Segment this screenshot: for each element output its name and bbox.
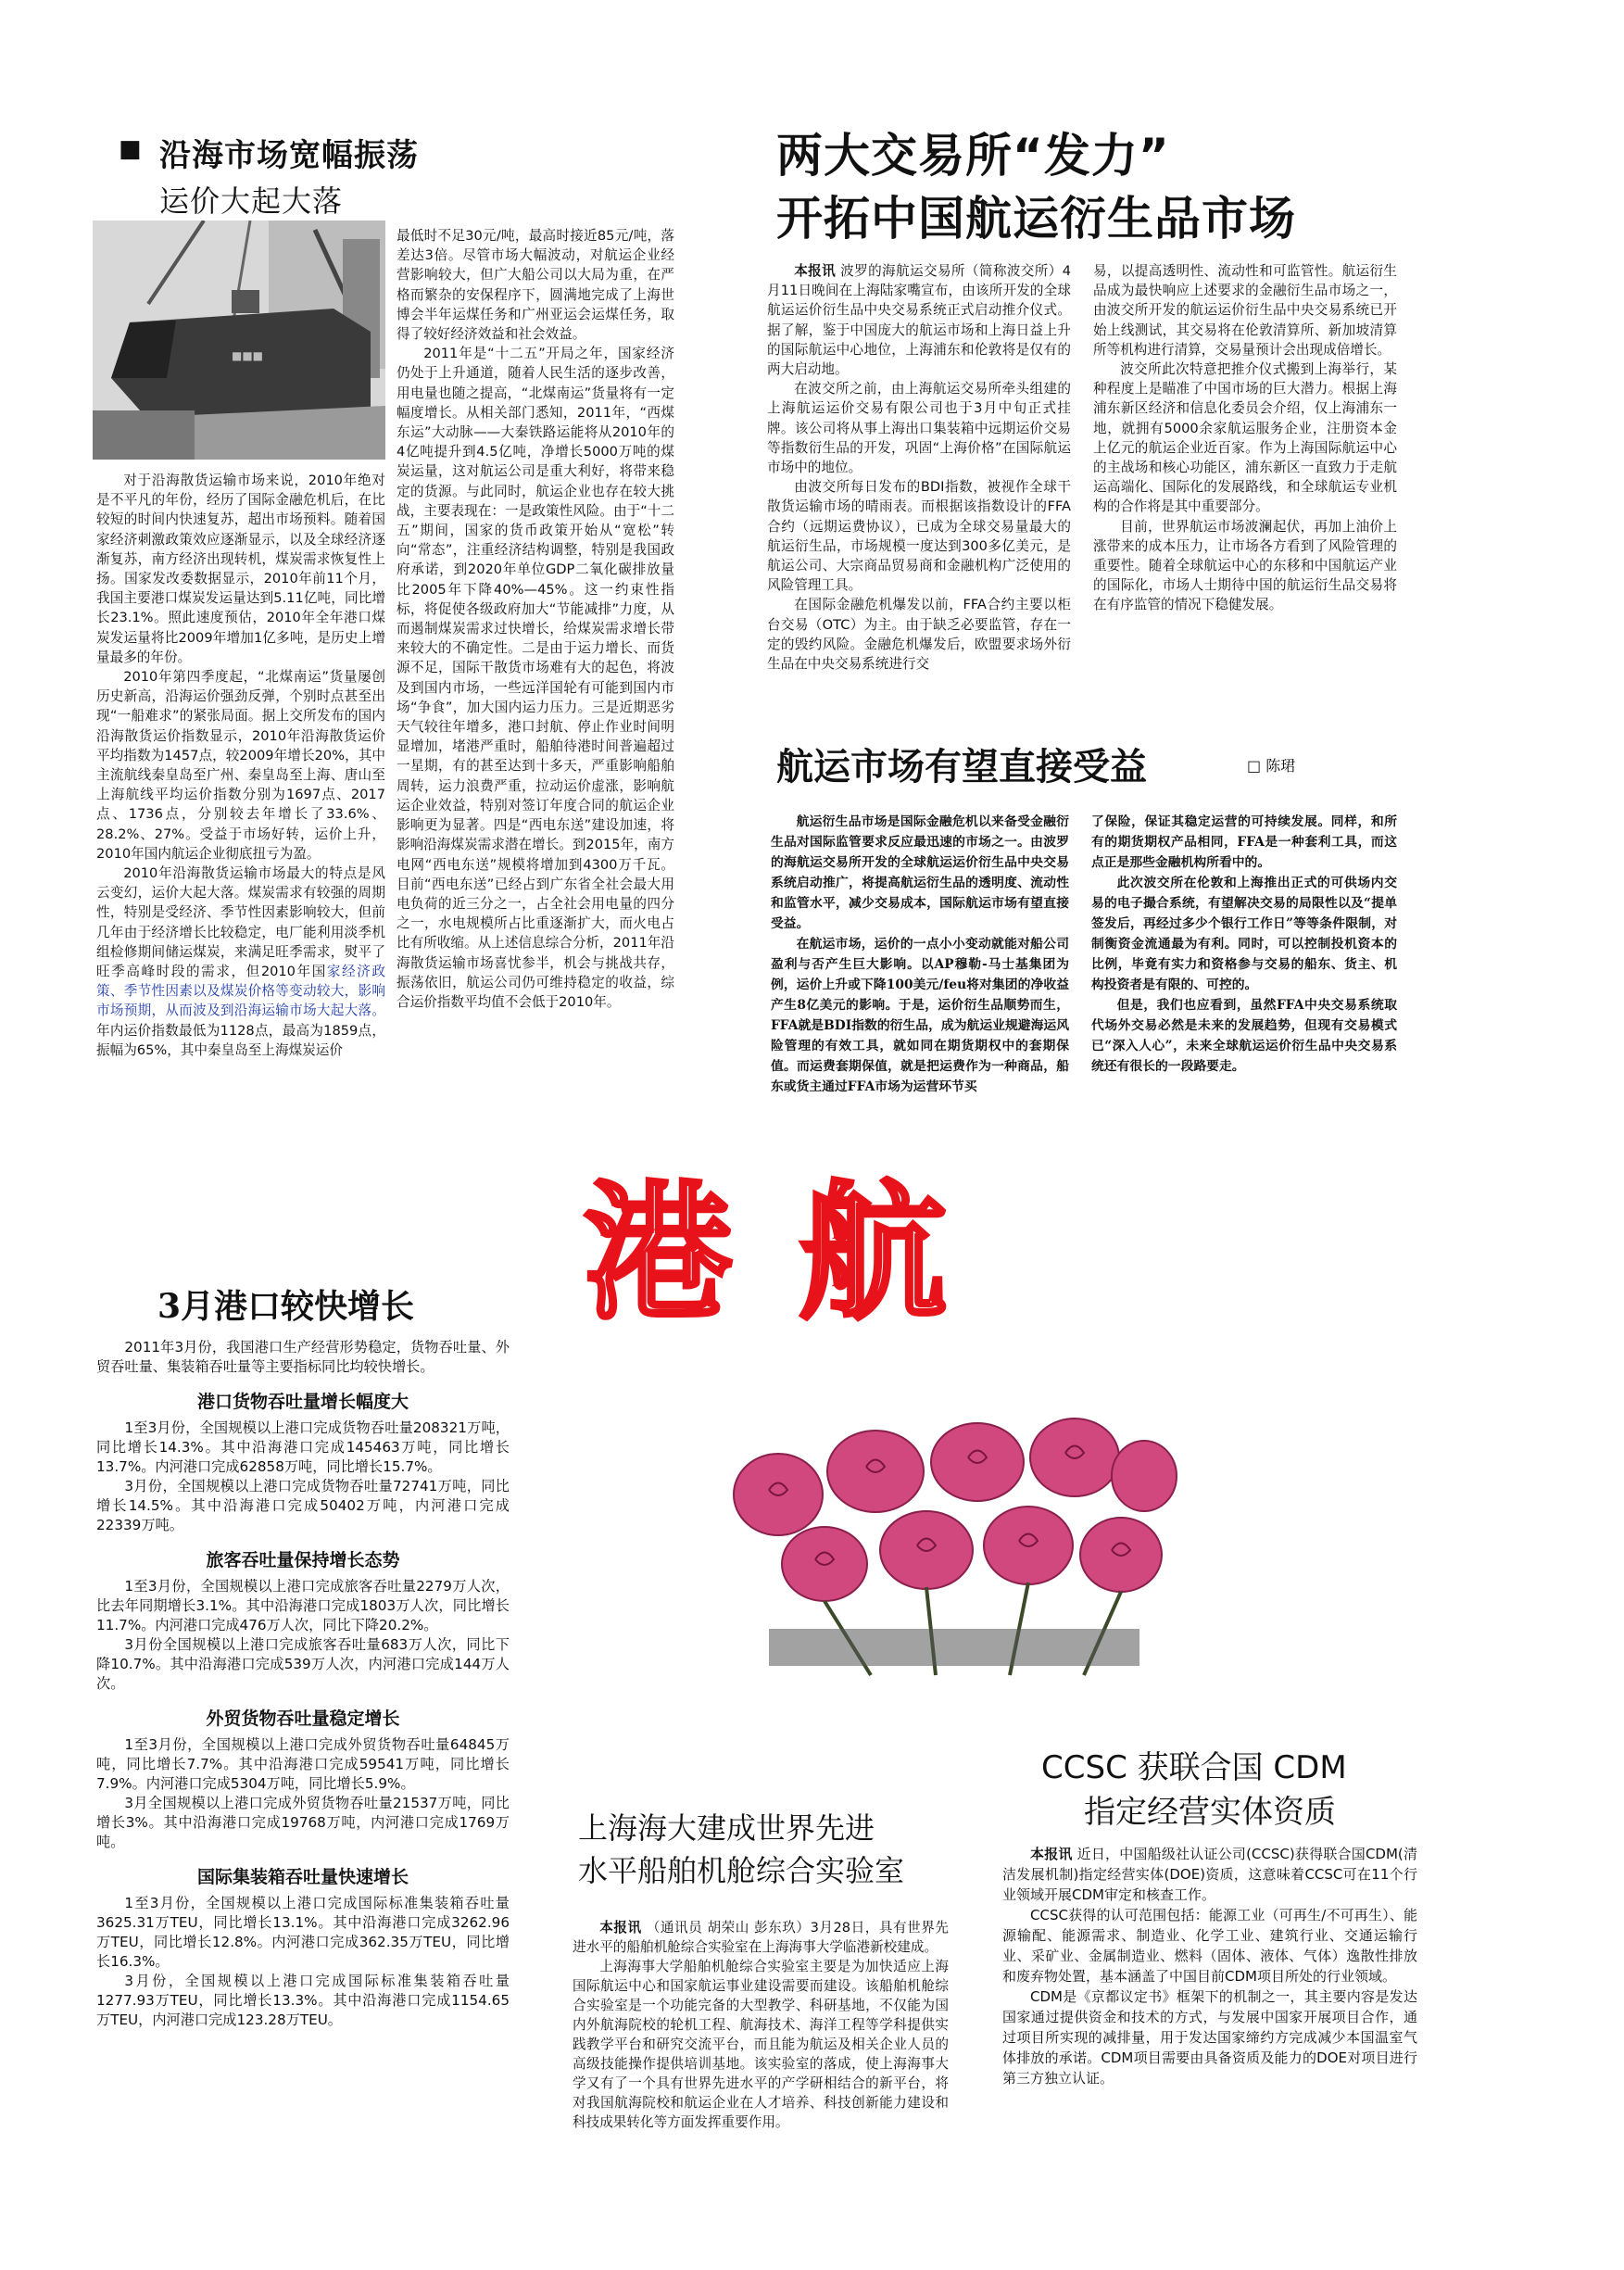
section-heading: 旅客吞吐量保持增长态势 xyxy=(206,1550,400,1570)
paragraph: 在航运市场，运价的一点小小变动就能对船公司盈利与否产生巨大影响。以AP穆勒-马士基集团为例，运价上升或下降100美元/feu将对集团的净收益产生8亿美元的影响。于是，运价衍生品顺势而生，FFA就是BDI指数的衍生品，成为航运业规避海运风险管理的有效工具，就如同在期货期权中的套期保值。而运费套期保值，就是把运费作为一种商品，船东或货主通过FFA市场为运营环节买 xyxy=(771,937,1069,1094)
left-article-title-2: 运价大起大落 xyxy=(159,183,344,219)
svg-text:■■■: ■■■ xyxy=(232,349,264,362)
paragraph-text: 波罗的海航运交易所（简称波交所）4月11日晚间在上海陆家嘴宣布，由该所开发的全球航运运价衍生品中央交易系统正式启动推介仪式。据了解，鉴于中国庞大的航运市场和上海日益上升的国际航运中心地位，上海浦东和伦敦将是仅有的两大启动地。 xyxy=(767,263,1071,378)
paragraph: 了保险，保证其稳定运营的可持续发展。同样，和所有的期货期权产品相同，FFA是一种套利工具，而这点正是那些金融机构所看中的。 xyxy=(1091,814,1397,870)
mid-bottom-body xyxy=(573,1918,949,2132)
left-article-title-1: 沿海市场宽幅振荡 xyxy=(159,137,419,174)
paragraph: 由波交所每日发布的BDI指数，被视作全球干散货运输市场的晴雨表。而根据该指数设计的FFA合约（远期运费协议），已成为全球交易量最大的航运衍生品，市场规模一度达到300多亿美元，是航运公司、大宗商品贸易商和金融机构广泛使用的风险管理工具。 xyxy=(767,479,1071,594)
paragraph: 2011年是“十二五”开局之年，国家经济仍处于上升通道，随着人民生活的逐步改善，用电量也随之提高，“北煤南运”货量将有一定幅度增长。从相关部门悉知，2011年，“西煤东运”大动脉——大秦铁路运能将从2010年的4亿吨提升到4.5亿吨，净增长5000万吨的煤炭运量，这对航运公司是重大利好，将带来稳定的货源。与此同时，航运企业也存在较大挑战，主要表现在：一是政策性风险。由于“十二五”期间，国家的货币政策开始从“宽松”转向“常态”，注重经济结构调整，特别是我国政府承诺，到2020年单位GDP二氧化碳排放量比2005年下降40%—45%。这一约束性指标，将促使各级政府加大“节能减排”力度，从而遏制煤炭需求过快增长，给煤炭需求增长带来较大的不确定性。二是由于运力增长、而货源不足，国际干散货市场难有大的起色，将波及到国内市场，一些远洋国轮有可能到国内市场“争食”，加大国内运力压力。三是近期恶劣天气较往年增多，港口封航、停止作业时间明显增加，堵港严重时，船舶待港时间普遍超过一星期，有的甚至达到十多天，严重影响船舶周转，运力浪费严重，拉动运价虚涨，影响航运企业效益，特别对签订年度合同的航运企业影响更为显著。四是“西电东送”建设加速，将影响沿海煤炭需求潜在增长。到2015年，南方电网“西电东送”规模将增加到4300万千瓦。目前“西电东送”已经占到广东省全社会最大用电负荷的近三分之一，占全社会用电量的四分之一，水电规模所占比重逐渐扩大，而火电占比有所收缩。从上述信息综合分析，2011年沿海散货运输市场喜忧参半，机会与挑战共存，振荡依旧，航运公司仍可维持稳定的收益，综合运价指数平均值不会低于2010年。 xyxy=(397,346,674,1010)
paragraph: 1至3月份，全国规模以上港口完成外贸货物吞吐量64845万吨，同比增长7.7%。其中沿海港口完成59541万吨，同比增长7.9%。内河港口完成5304万吨，同比增长5.9%。 xyxy=(96,1736,510,1792)
paragraph: 1至3月份，全国规模以上港口完成国际标准集装箱吞吐量3625.31万TEU，同比增长13.1%。其中沿海港口完成3262.96万TEU，同比增长12.8%。内河港口完成362.35万TEU，同比增长16.3%。 xyxy=(96,1895,510,1970)
paragraph-text: （通讯员 胡荣山 彭东玖）3月28日，具有世界先进水平的船舶机舱综合实验室在上海海事大学临港新校建成。 xyxy=(573,1920,950,1955)
author-box-icon: □ xyxy=(1247,757,1262,775)
cargo-ship-photo xyxy=(93,221,385,460)
left-bottom-title: 3月港口较快增长 xyxy=(157,1287,415,1326)
paragraph: 上海海事大学船舶机舱综合实验室主要是为加快适应上海国际航运中心和国家航运事业建设需要而建设。该船舶机舱综合实验室是一个功能完备的大型教学、科研基地，不仅能为国内外航海院校的轮机工程、航海技术、海洋工程等学科提供实践教学平台和研究交流平台，而且能为航运及相关企业人员的高级技能操作提供培训基地。该实验室的落成，使上海海事大学又有了一个具有世界先进水平的产学研相结合的新平台，将对我国航海院校和航运企业在人才培养、科技创新能力建设和科技成果转化等方面发挥重要作用。 xyxy=(573,1959,949,2130)
cargo-ship-icon xyxy=(93,221,385,460)
section-title-char-2: 航 xyxy=(799,1167,948,1340)
paragraph: CDM是《京都议定书》框架下的机制之一，其主要内容是发达国家通过提供资金和技术的方式，与发展中国家开展项目合作，通过项目所实现的减排量，用于发达国家缔约方完成减少本国温室气体排放的承诺。CDM项目需要由具备资质及能力的DOE对项目进行第三方独立认证。 xyxy=(1002,1988,1417,2087)
paragraph: 2011年3月份，我国港口生产经营形势稳定，货物吞吐量、外贸吞吐量、集装箱吞吐量等主要指标同比均较快增长。 xyxy=(96,1339,510,1375)
paragraph: 1至3月份，全国规模以上港口完成货物吞吐量208321万吨，同比增长14.3%。其中沿海港口完成145463万吨，同比增长13.7%。内河港口完成62858万吨，同比增长15.7%。 xyxy=(96,1419,510,1475)
paragraph-text: 2010年沿海散货运输市场最大的特点是风云变幻，运价大起大落。煤炭需求有较强的周期性，特别是受经济、季节性因素影响较大，但前几年由于经济增长比较稳定，电厂能利用淡季机组检修期间储运煤炭，来满足旺季需求，熨平了旺季高峰时段的需求，但2010年国 xyxy=(96,865,385,980)
section-title-char-1: 港 xyxy=(584,1167,733,1340)
paragraph: 对于沿海散货运输市场来说，2010年绝对是不平凡的年份，经历了国际金融危机后，在比较短的时间内快速复苏，超出市场预料。随着国家经济刺激政策效应逐渐显示，以及全球经济逐渐复苏，南方经济出现转机，煤炭需求恢复性上扬。国家发改委数据显示，2010年前11个月，我国主要港口煤炭发运量达到5.11亿吨，同比增长23.1%。照此速度预估，2010年全年港口煤炭发运量将比2009年增加1亿多吨，是历史上增量最多的年份。 xyxy=(96,473,385,665)
paragraph: 在国际金融危机爆发以前，FFA合约主要以柜台交易（OTC）为主。由于缺乏必要监管，存在一定的毁约风险。金融危机爆发后，欧盟要求场外衍生品在中央交易系统进行交 xyxy=(767,597,1071,673)
mid-bottom-title-1: 上海海大建成世界先进 xyxy=(578,1810,875,1846)
right-bottom-title-2: 指定经营实体资质 xyxy=(1084,1794,1336,1831)
paragraph: 航运衍生品市场是国际金融危机以来备受金融衍生品对国际监管要求反应最迅速的市场之一。由波罗的海航运交易所开发的全球航运运价衍生品中央交易系统启动推广，将提高航运衍生品的透明度、流动性和监管水平，减少交易成本，国际航运市场有望直接受益。 xyxy=(771,814,1069,931)
byline-lead: 本报讯 xyxy=(599,1920,642,1936)
paragraph: 此次波交所在伦敦和上海推出正式的可供场内交易的电子撮合系统，有望解决交易的局限性以及“提单签发后，再经过多少个银行工作日”等等条件限制，对制衡资金流通最为有利。同时，可以控制投机资本的比例，毕竟有实力和资格参与交易的船东、货主、机构投资者是有限的、可控的。 xyxy=(1091,876,1397,992)
paragraph xyxy=(96,864,385,1060)
paragraph: 3月份，全国规模以上港口完成国际标准集装箱吞吐量1277.93万TEU，同比增长13.3%。其中沿海港口完成1154.65万TEU，内河港口完成123.28万TEU。 xyxy=(96,1973,510,2028)
paragraph: 1至3月份，全国规模以上港口完成旅客吞吐量2279万人次，比去年同期增长3.1%。其中沿海港口完成1803万人次，同比增长11.7%。内河港口完成476万人次，同比下降20.2%。 xyxy=(96,1578,510,1633)
roses-icon xyxy=(713,1406,1182,1683)
right-top-title-2: 开拓中国航运衍生品市场 xyxy=(776,192,1296,246)
paragraph: 波交所此次特意把推介仪式搬到上海举行，某种程度上是瞄准了中国市场的巨大潜力。根据上海浦东新区经济和信息化委员会介绍，仅上海浦东一地，就拥有5000余家航运服务企业，注册资本金上亿元的航运企业近百家。作为上海国际航运中心的主战场和核心功能区，浦东新区一直致力于走航运高端化、国际化的发展路线，和全球航运专业机构的合作将是其中重要部分。 xyxy=(1093,361,1397,515)
paragraph: 3月份，全国规模以上港口完成货物吞吐量72741万吨，同比增长14.5%。其中沿海港口完成50402万吨，内河港口完成22339万吨。 xyxy=(96,1478,510,1533)
byline-lead: 本报讯 xyxy=(794,263,837,279)
paragraph: CCSC获得的认可范围包括：能源工业（可再生/不可再生）、能源输配、能源需求、制造业、化学工业、建筑行业、交通运输行业、采矿业、金属制造业、燃料（固体、液体、气体）逸散性排放和废弃物处置，基本涵盖了中国目前CDM项目所处的行业领域。 xyxy=(1002,1907,1417,1985)
left-article-col-1 xyxy=(96,471,385,1060)
paragraph-text: 近日，中国船级社认证公司(CCSC)获得联合国CDM(清洁发展机制)指定经营实体(DOE)资质，这意味着CCSC可在11个行业领域开展CDM审定和核查工作。 xyxy=(1002,1846,1417,1903)
left-bottom-body xyxy=(96,1338,510,2030)
byline-lead: 本报讯 xyxy=(1030,1846,1073,1862)
left-article-col-2 xyxy=(397,226,674,1012)
roses-photo xyxy=(713,1406,1182,1683)
highlighted-text: 家经济政策、季节性因素以及煤炭价格等变动较大，影响市场预期，从而波及到沿海运输市场大起大落。 xyxy=(96,964,385,1019)
paragraph: 3月份全国规模以上港口完成旅客吞吐量683万人次，同比下降10.7%。其中沿海港口完成539万人次，内河港口完成144万人次。 xyxy=(96,1636,510,1692)
left-article-bullet: ■ xyxy=(119,135,142,163)
paragraph: 但是，我们也应看到，虽然FFA中央交易系统取代场外交易必然是未来的发展趋势，但现有交易模式已“深入人心”，未来全球航运运价衍生品中央交易系统还有很长的一段路要走。 xyxy=(1091,998,1397,1074)
paragraph: 易，以提高透明性、流动性和可监管性。航运衍生品成为最快响应上述要求的金融衍生品市场之一，由波交所开发的航运运价衍生品中央交易系统已开始上线测试，其交易将在伦敦清算所、新加坡清算所等机构进行清算，交易量预计会出现成倍增长。 xyxy=(1093,263,1397,358)
right-mid-author xyxy=(1247,754,1295,776)
right-bottom-body xyxy=(1002,1844,1417,2088)
right-mid-title: 航运市场有望直接受益 xyxy=(776,745,1147,788)
right-bottom-title-1: CCSC 获联合国 CDM xyxy=(1041,1749,1347,1786)
paragraph-text: 年内运价指数最低为1128点，最高为1859点，振幅为65%，其中秦皇岛至上海煤炭运价 xyxy=(96,1022,385,1058)
section-heading: 外贸货物吞吐量稳定增长 xyxy=(206,1709,400,1729)
paragraph: 在波交所之前，由上海航运交易所牵头组建的上海航运运价交易有限公司也于3月中旬正式挂牌。该公司将从事上海出口集装箱中远期运价交易等指数衍生品的开发，巩固“上海价格”在国际航运市场中的地位。 xyxy=(767,381,1071,476)
right-top-title-1: 两大交易所“发力” xyxy=(776,129,1170,183)
section-heading: 国际集装箱吞吐量快速增长 xyxy=(196,1867,409,1887)
right-top-col-1 xyxy=(767,261,1071,674)
paragraph: 2010年第四季度起，“北煤南运”货量屡创历史新高，沿海运价强劲反弹，个别时点甚至出现“一船难求”的紧张局面。据上交所发布的国内沿海散货运价指数显示，2010年沿海散货运价平均指数为1457点，较2009年增长20%，其中主流航线秦皇岛至广州、秦皇岛至上海、唐山至上海航线平均运价指数分别为1697点、2017点、1736点，分别较去年增长了33.6%、28.2%、27%。受益于市场好转，运价上升，2010年国内航运企业彻底扭亏为盈。 xyxy=(96,669,385,862)
paragraph: 目前，世界航运市场波澜起伏，再加上油价上涨带来的成本压力，让市场各方看到了风险管理的重要性。随着全球航运中心的东移和中国航运产业的国际化，市场人士期待中国的航运衍生品交易将在有序监管的情况下稳健发展。 xyxy=(1093,518,1397,613)
paragraph: 最低时不足30元/吨，最高时接近85元/吨，落差达3倍。尽管市场大幅波动，对航运企业经营影响较大，但广大船公司以大局为重，在严格而繁杂的安保程序下，圆满地完成了上海世博会半年运煤任务和广州亚运会运煤任务，取得了较好经济效益和社会效益。 xyxy=(397,228,674,343)
section-heading: 港口货物吞吐量增长幅度大 xyxy=(196,1392,409,1412)
right-mid-col-2 xyxy=(1091,812,1397,1077)
paragraph: 3月全国规模以上港口完成外贸货物吞吐量21537万吨，同比增长3%。其中沿海港口完成19768万吨，内河港口完成1769万吨。 xyxy=(96,1795,510,1850)
author-name: 陈珺 xyxy=(1265,757,1296,775)
right-top-col-2 xyxy=(1093,261,1397,615)
mid-bottom-title-2: 水平船舶机舱综合实验室 xyxy=(578,1853,905,1888)
right-mid-col-1 xyxy=(771,812,1069,1097)
